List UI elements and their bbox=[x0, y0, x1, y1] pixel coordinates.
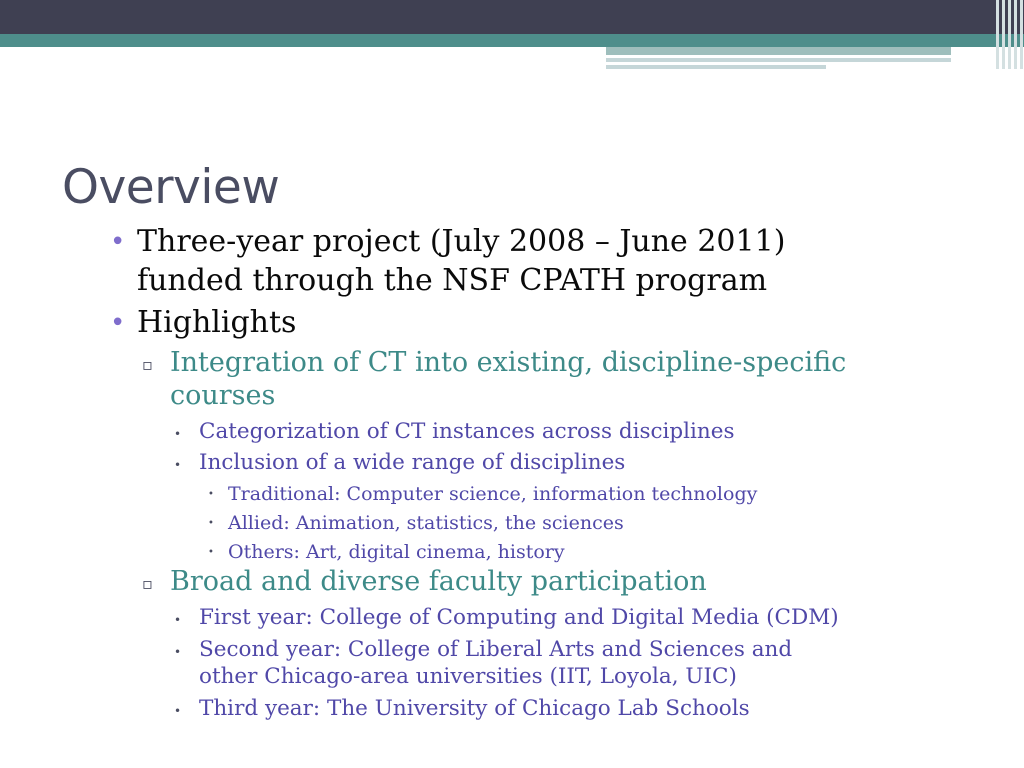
bullet-text: other Chicago-area universities (IIT, Loyola, UIC) bbox=[199, 664, 737, 689]
header-band-light-lower bbox=[606, 65, 826, 69]
bullet-text: Allied: Animation, statistics, the sciences bbox=[228, 512, 624, 534]
bullet-dot: • bbox=[174, 645, 182, 659]
bullet-dot: • bbox=[174, 613, 182, 627]
header-band-teal-accent bbox=[606, 47, 951, 55]
bullet-text: courses bbox=[170, 380, 276, 411]
bullet-dot: • bbox=[208, 518, 214, 529]
bullet-text: Three-year project (July 2008 – June 2011) bbox=[137, 224, 786, 259]
bullet-dot: • bbox=[174, 427, 182, 441]
bullet-square: ▫ bbox=[142, 355, 153, 374]
header-right-stripes bbox=[994, 0, 1024, 69]
bullet-dot: • bbox=[174, 704, 182, 718]
bullet-dot: • bbox=[174, 458, 182, 472]
bullet-dot: • bbox=[110, 308, 126, 338]
slide-title: Overview bbox=[62, 160, 280, 215]
bullet-text: Categorization of CT instances across disciplines bbox=[199, 419, 735, 444]
bullet-text: Highlights bbox=[137, 305, 297, 340]
bullet-text: First year: College of Computing and Digital Media (CDM) bbox=[199, 605, 839, 630]
bullet-text: Third year: The University of Chicago Lab Schools bbox=[199, 696, 750, 721]
bullet-dot: • bbox=[110, 227, 126, 257]
bullet-dot: • bbox=[208, 489, 214, 500]
bullet-dot: • bbox=[208, 547, 214, 558]
header-band-dark bbox=[0, 0, 1024, 34]
header-band-teal bbox=[0, 34, 1024, 47]
bullet-text: Broad and diverse faculty participation bbox=[170, 566, 707, 597]
bullet-text: Inclusion of a wide range of disciplines bbox=[199, 450, 626, 475]
bullet-text: Others: Art, digital cinema, history bbox=[228, 541, 565, 563]
bullet-square: ▫ bbox=[142, 574, 153, 593]
bullet-text: Second year: College of Liberal Arts and Sciences and bbox=[199, 637, 793, 662]
bullet-text: funded through the NSF CPATH program bbox=[137, 263, 768, 298]
bullet-text: Traditional: Computer science, information technology bbox=[228, 483, 758, 505]
bullet-text: Integration of CT into existing, discipline-specific bbox=[170, 347, 847, 378]
header-band-light-upper bbox=[606, 58, 951, 62]
